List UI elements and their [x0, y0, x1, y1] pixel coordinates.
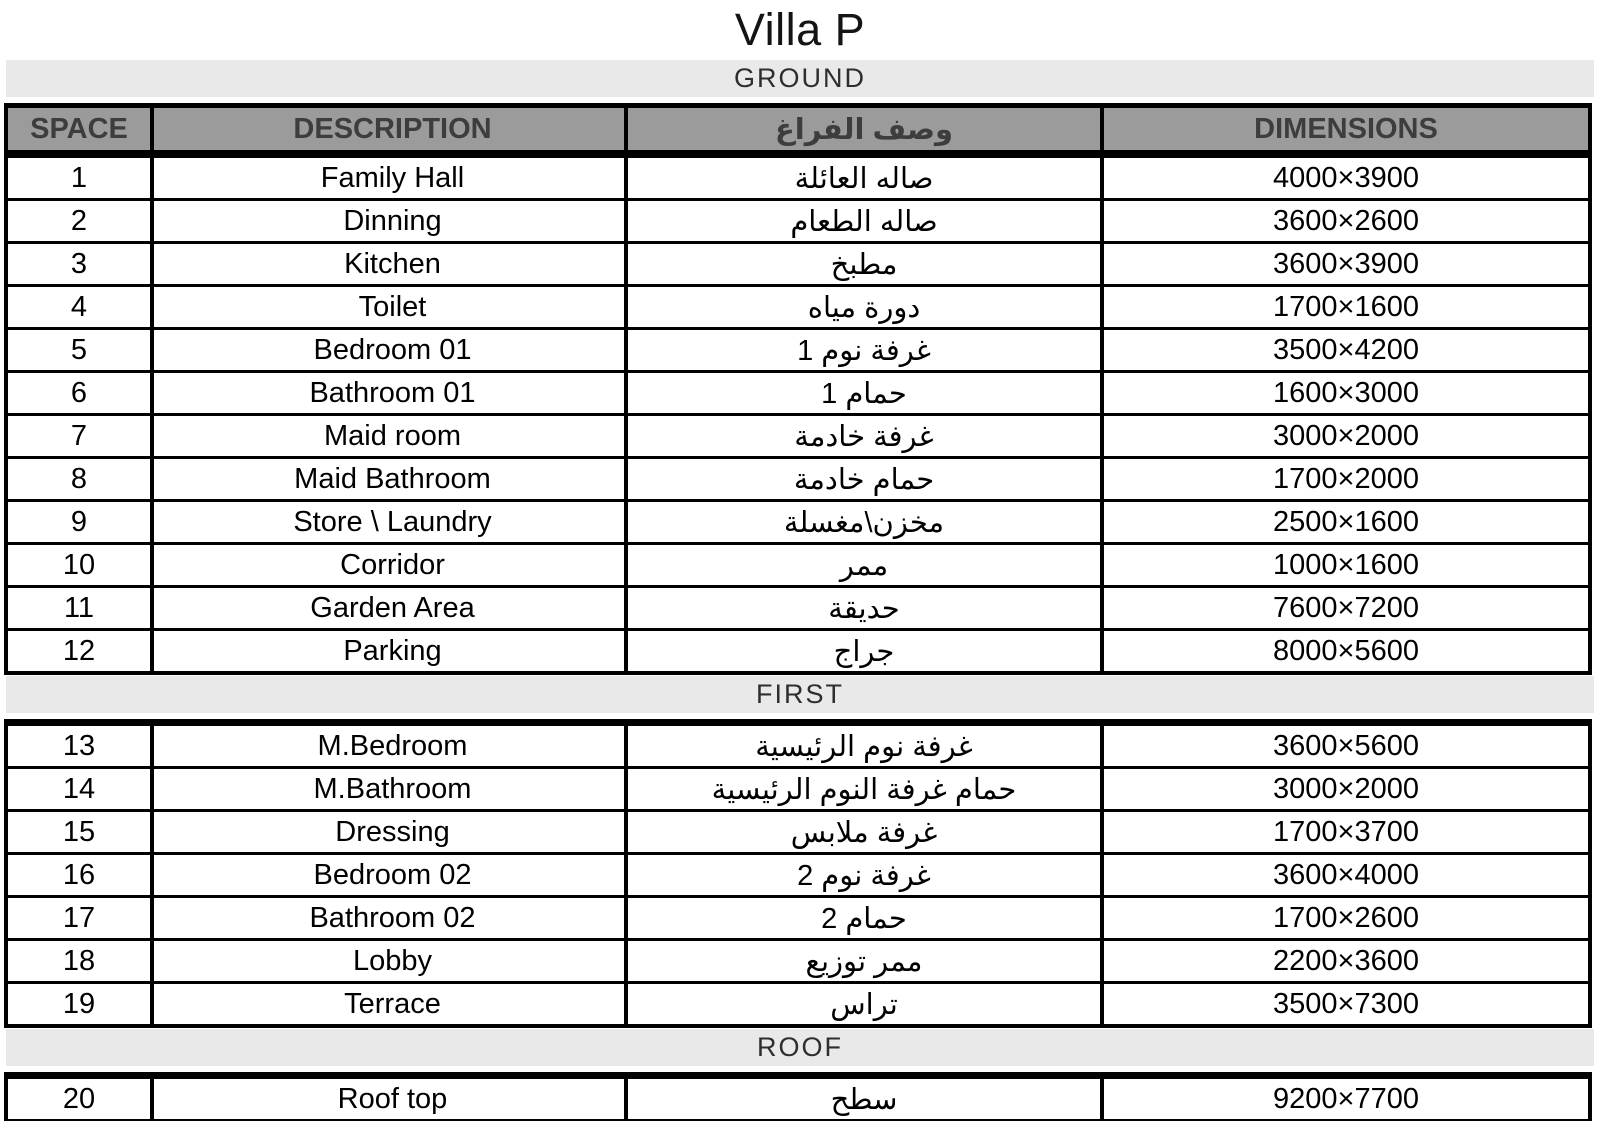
arabic-description-cell: صاله الطعام	[628, 201, 1104, 244]
arabic-description-cell: دورة مياه	[628, 287, 1104, 330]
space-cell: 10	[8, 545, 154, 588]
dimensions-cell: 3000×2000	[1104, 416, 1588, 459]
dimensions-cell: 1600×3000	[1104, 373, 1588, 416]
dimensions-cell: 1700×3700	[1104, 812, 1588, 855]
description-cell: M.Bathroom	[154, 769, 628, 812]
space-cell: 16	[8, 855, 154, 898]
arabic-description-cell: حمام غرفة النوم الرئيسية	[628, 769, 1104, 812]
table-row	[8, 158, 1588, 201]
table-row	[8, 287, 1588, 330]
dimensions-cell: 3000×2000	[1104, 769, 1588, 812]
arabic-description-cell: حمام 2	[628, 898, 1104, 941]
arabic-description-cell: غرفة خادمة	[628, 416, 1104, 459]
description-cell: Roof top	[154, 1079, 628, 1119]
table-row	[8, 244, 1588, 287]
table-row	[8, 726, 1588, 769]
table-row	[8, 588, 1588, 631]
space-cell: 20	[8, 1079, 154, 1119]
space-cell: 12	[8, 631, 154, 671]
description-cell: Toilet	[154, 287, 628, 330]
table-row	[8, 1079, 1588, 1119]
dimensions-cell: 1000×1600	[1104, 545, 1588, 588]
section-band-roof: ROOF	[6, 1029, 1594, 1066]
table-row	[8, 631, 1588, 671]
dimensions-cell: 3600×3900	[1104, 244, 1588, 287]
section-table-first	[4, 719, 1592, 1028]
dimensions-cell: 3600×5600	[1104, 726, 1588, 769]
arabic-description-cell: صاله العائلة	[628, 158, 1104, 201]
schedule-content	[0, 60, 1600, 1121]
table-row	[8, 459, 1588, 502]
dimensions-cell: 2200×3600	[1104, 941, 1588, 984]
dimensions-cell: 3600×2600	[1104, 201, 1588, 244]
dimensions-cell: 1700×1600	[1104, 287, 1588, 330]
description-cell: M.Bedroom	[154, 726, 628, 769]
description-cell: Bathroom 02	[154, 898, 628, 941]
space-cell: 6	[8, 373, 154, 416]
arabic-description-cell: حديقة	[628, 588, 1104, 631]
arabic-description-cell: جراج	[628, 631, 1104, 671]
arabic-description-cell: غرفة نوم 2	[628, 855, 1104, 898]
space-cell: 13	[8, 726, 154, 769]
dimensions-cell: 3500×7300	[1273, 987, 1419, 1020]
description-cell: Parking	[154, 631, 628, 671]
space-cell: 15	[8, 812, 154, 855]
arabic-description-cell: ممر توزيع	[628, 941, 1104, 984]
table-row	[8, 769, 1588, 812]
space-cell: 19	[8, 984, 154, 1024]
table-row	[8, 855, 1588, 898]
description-cell: Bedroom 02	[154, 855, 628, 898]
arabic-description-cell: حمام 1	[628, 373, 1104, 416]
dimensions-cell: 4000×3900	[1104, 158, 1588, 201]
table-row	[8, 545, 1588, 588]
column-header-arabic: وصف الفراغ	[628, 108, 1104, 158]
dimensions-cell: 3500×4200	[1104, 330, 1588, 373]
table-row	[8, 941, 1588, 984]
table-row	[8, 502, 1588, 545]
space-cell: 3	[8, 244, 154, 287]
description-cell: Bathroom 01	[154, 373, 628, 416]
arabic-description-cell: غرفة نوم 1	[628, 330, 1104, 373]
description-cell: Lobby	[154, 941, 628, 984]
space-cell: 18	[8, 941, 154, 984]
description-cell: Corridor	[154, 545, 628, 588]
dimensions-cell: 8000×5600	[1273, 634, 1419, 667]
section-band-ground: GROUND	[6, 60, 1594, 97]
arabic-description-cell: تراس	[628, 984, 1104, 1024]
space-cell: 2	[8, 201, 154, 244]
arabic-description-cell: ممر	[628, 545, 1104, 588]
column-header-row	[8, 108, 1588, 158]
column-header-description: DESCRIPTION	[154, 108, 628, 158]
dimensions-cell: 3600×4000	[1104, 855, 1588, 898]
space-cell: 17	[8, 898, 154, 941]
dimensions-cell: 2500×1600	[1104, 502, 1588, 545]
description-cell: Maid Bathroom	[154, 459, 628, 502]
description-cell: Store \ Laundry	[154, 502, 628, 545]
dimensions-cell: 1700×2000	[1104, 459, 1588, 502]
dimensions-cell: 1700×2600	[1104, 898, 1588, 941]
section-band-first: FIRST	[6, 676, 1594, 713]
section-table-roof	[4, 1072, 1592, 1121]
space-cell: 9	[8, 502, 154, 545]
space-cell: 7	[8, 416, 154, 459]
table-row	[8, 984, 1588, 1024]
description-cell: Family Hall	[154, 158, 628, 201]
description-cell: Maid room	[154, 416, 628, 459]
table-row	[8, 898, 1588, 941]
table-row	[8, 201, 1588, 244]
space-cell: 11	[8, 588, 154, 631]
column-header-dimensions: DIMENSIONS	[1104, 108, 1588, 158]
arabic-description-cell: حمام خادمة	[628, 459, 1104, 502]
description-cell: Dressing	[154, 812, 628, 855]
arabic-description-cell: غرفة ملابس	[628, 812, 1104, 855]
space-cell: 14	[8, 769, 154, 812]
column-header-space: SPACE	[8, 108, 154, 158]
description-cell: Bedroom 01	[154, 330, 628, 373]
arabic-description-cell: سطح	[628, 1079, 1104, 1119]
dimensions-cell: 9200×7700	[1273, 1082, 1419, 1115]
arabic-description-cell: مطبخ	[628, 244, 1104, 287]
space-cell: 4	[8, 287, 154, 330]
section-table-ground	[4, 103, 1592, 675]
description-cell: Dinning	[154, 201, 628, 244]
space-cell: 5	[8, 330, 154, 373]
description-cell: Kitchen	[154, 244, 628, 287]
space-cell: 1	[8, 158, 154, 201]
table-row	[8, 330, 1588, 373]
page-title: Villa P	[734, 3, 866, 55]
arabic-description-cell: مخزن\مغسلة	[628, 502, 1104, 545]
dimensions-cell: 7600×7200	[1104, 588, 1588, 631]
table-row	[8, 373, 1588, 416]
description-cell: Garden Area	[154, 588, 628, 631]
space-cell: 8	[8, 459, 154, 502]
table-row	[8, 812, 1588, 855]
description-cell: Terrace	[154, 984, 628, 1024]
arabic-description-cell: غرفة نوم الرئيسية	[628, 726, 1104, 769]
table-row	[8, 416, 1588, 459]
